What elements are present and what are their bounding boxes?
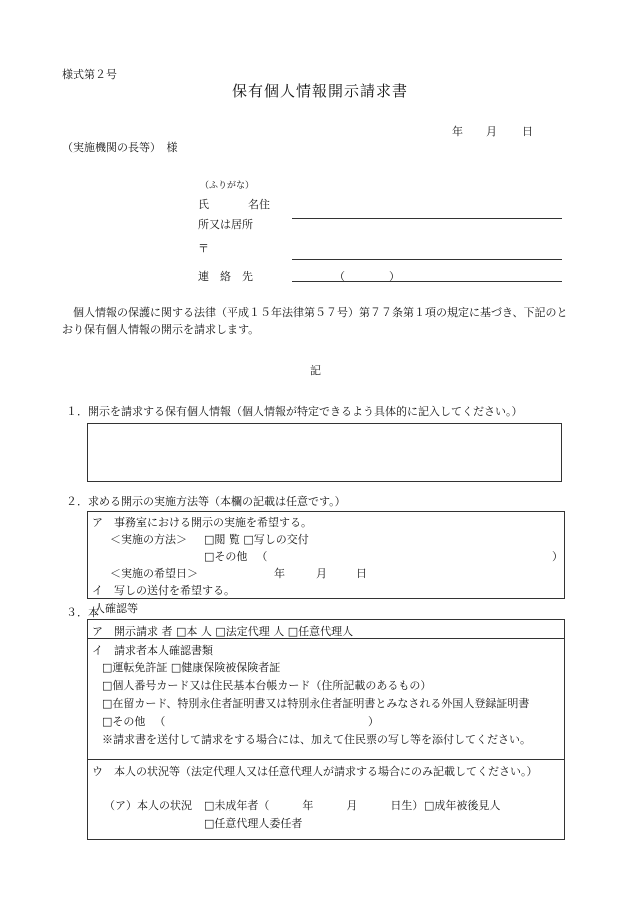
section3-heading-b: 人確認等 <box>94 602 138 615</box>
desired-date-month: 月 <box>316 567 327 580</box>
contact-field-line[interactable] <box>292 281 562 282</box>
mail-note: ※請求書を送付して請求をする場合には、加えて住民票の写し等を添付してください。 <box>102 733 531 746</box>
method-options[interactable]: □閲 覧 □写しの交付 <box>204 533 309 546</box>
date-day: 日 <box>522 125 533 138</box>
guardian-option[interactable]: □成年被後見人 <box>424 799 501 812</box>
method-other[interactable]: □その他 （ <box>204 550 268 563</box>
contact-paren: （ ） <box>334 270 400 283</box>
section3-divider-2 <box>87 759 565 760</box>
name-label-b: 名住 <box>248 198 270 211</box>
id-doc-3[interactable]: □在留カード、特別永住者証明書又は特別永住者証明書とみなされる外国人登録証明書 <box>102 697 530 710</box>
method-label: ＜実施の方法＞ <box>110 533 187 546</box>
name-label-a: 氏 <box>198 198 209 211</box>
section3-heading-a: ３．本 <box>66 606 99 619</box>
section1-input-box[interactable] <box>87 423 562 482</box>
section3-divider-1 <box>87 638 565 639</box>
date-year: 年 <box>452 125 463 138</box>
section1-heading: １．開示を請求する保有個人情報（個人情報が特定できるよう具体的に記入してください。） <box>66 405 523 418</box>
delegator-option[interactable]: □任意代理人委任者 <box>204 817 303 830</box>
section2-line-i: イ 写しの送付を希望する。 <box>92 584 235 597</box>
principal-status-title: ウ 本人の状況等（法定代理人又は任意代理人が請求する場合にのみ記載してください。） <box>92 765 538 778</box>
id-doc-2[interactable]: □個人番号カード又は住民基本台帳カード（住所記載のあるもの） <box>102 679 432 692</box>
furigana-label: （ふりがな） <box>200 181 255 191</box>
id-doc-1[interactable]: □運転免許証 □健康保険被保険者証 <box>102 661 281 674</box>
section2-line-a: ア 事務室における開示の実施を希望する。 <box>92 516 312 529</box>
requester-row[interactable]: ア 開示請求 者 □本 人 □法定代理 人 □任意代理人 <box>92 625 354 638</box>
id-doc-4-close: ） <box>368 715 379 728</box>
ki-label: 記 <box>310 364 321 377</box>
desired-date-label: ＜実施の希望日＞ <box>110 567 198 580</box>
desired-date-day: 日 <box>356 567 367 580</box>
name-field-line[interactable] <box>292 218 562 219</box>
page-title: 保有個人情報開示請求書 <box>232 82 409 100</box>
id-doc-4[interactable]: □その他 （ <box>102 715 166 728</box>
date-month: 月 <box>486 125 497 138</box>
postal-mark: 〒 <box>198 242 209 255</box>
desired-date-year: 年 <box>274 567 285 580</box>
address-label: 所又は居所 <box>198 218 253 231</box>
section2-heading: ２．求める開示の実施方法等（本欄の記載は任意です。） <box>66 495 346 508</box>
addressee: （実施機関の長等） 様 <box>62 141 178 154</box>
form-number: 様式第２号 <box>62 68 117 81</box>
status-label: （ア）本人の状況 <box>104 799 192 812</box>
method-other-close: ） <box>552 550 563 563</box>
intro-text: 個人情報の保護に関する法律（平成１５年法律第５７号）第７７条第１項の規定に基づき、下記のとおり保有個人情報の開示を請求します。 <box>62 306 568 336</box>
minor-option[interactable]: □未成年者（ 年 月 日生） <box>204 799 424 812</box>
address-field-line[interactable] <box>292 259 562 260</box>
contact-label: 連 絡 先 <box>198 270 253 283</box>
id-docs-title: イ 請求者本人確認書類 <box>92 644 213 657</box>
